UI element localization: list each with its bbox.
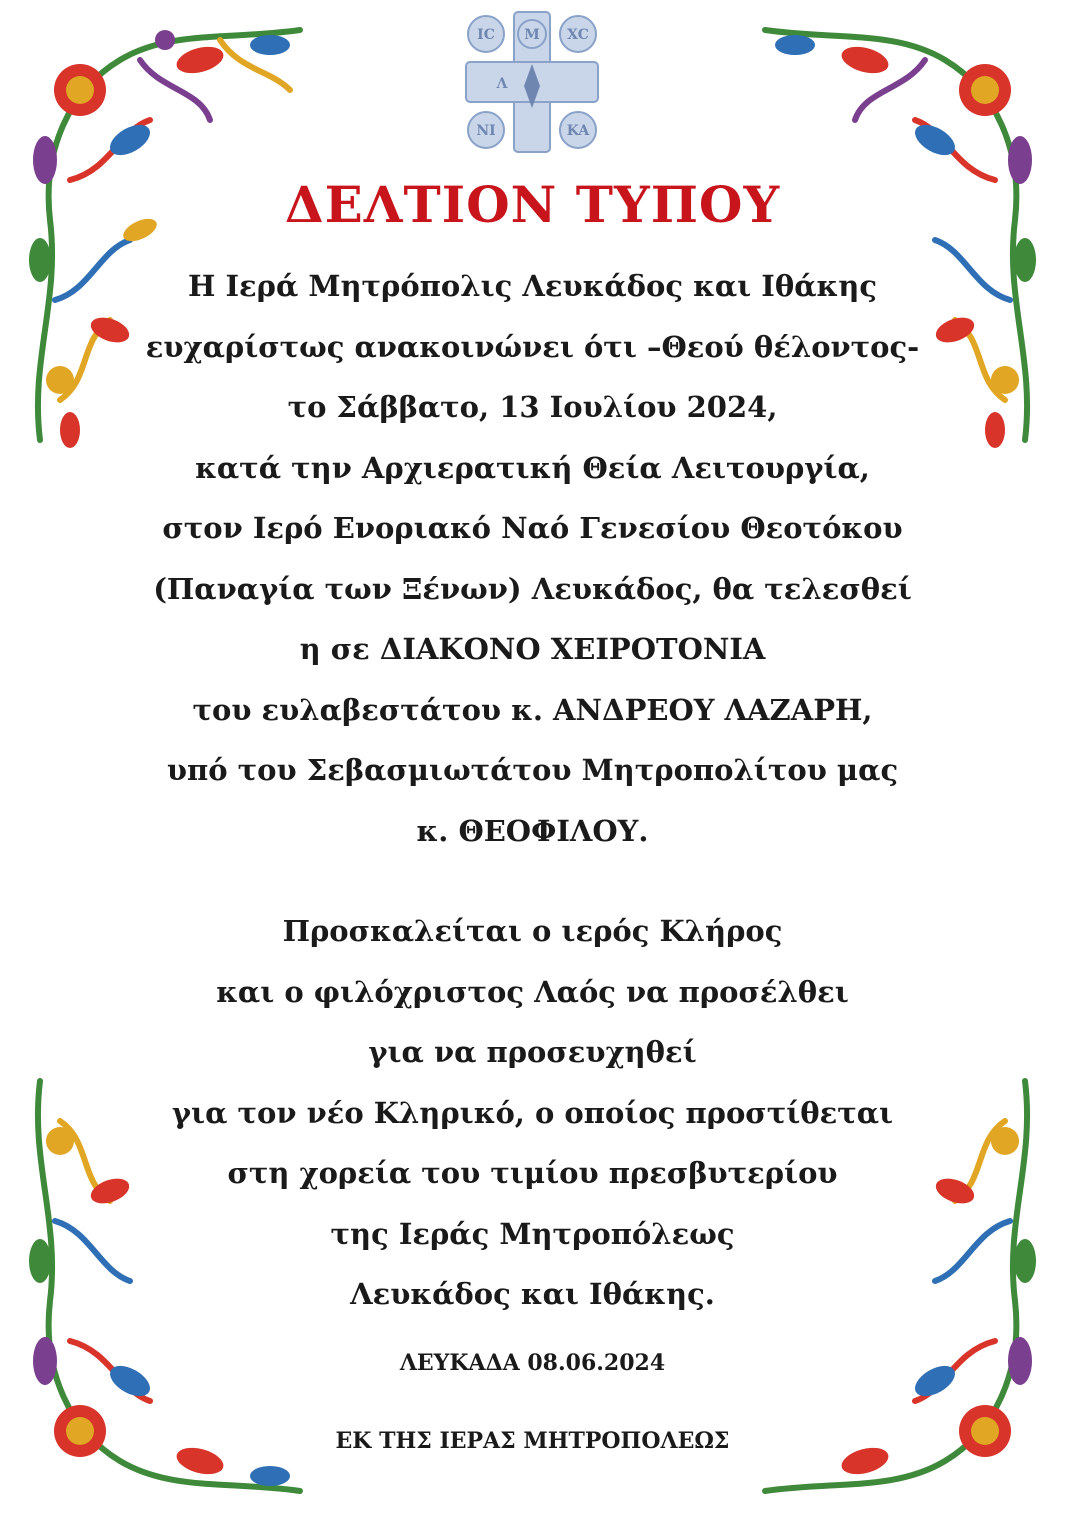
seal-monogram-ic: IC (477, 27, 495, 43)
invitation-line: Προσκαλείται ο ιερός Κλήρος (282, 914, 783, 948)
metropolis-seal-icon (462, 8, 602, 156)
invitation-line: της Ιεράς Μητροπόλεως (330, 1216, 735, 1251)
invitation-line: για τον νέο Κληρικό, ο οποίος προστίθεται (171, 1095, 894, 1130)
invitation-line: για να προσευχηθεί (368, 1035, 697, 1069)
place-date-line: ΛΕΥΚΑΔΑ 08.06.2024 (399, 1350, 666, 1376)
announcement-line: του ευλαβεστάτου κ. ΑΝΔΡΕΟΥ ΛΑΖΑΡΗ, (192, 692, 873, 727)
invitation-line: Λευκάδος και Ιθάκης. (350, 1277, 715, 1311)
press-release-title: ΔΕΛΤΙΟΝ ΤΥΠΟΥ (284, 175, 781, 234)
announcement-line: στον Ιερό Ενοριακό Ναό Γενεσίου Θεοτόκου (162, 511, 903, 545)
announcement-line: το Σάββατο, 13 Ιουλίου 2024, (287, 390, 778, 424)
announcement-body (100, 258, 965, 1327)
seal-monogram-l: Λ (496, 76, 508, 92)
seal-monogram-xc: XC (567, 27, 589, 43)
announcement-line: κ. ΘΕΟΦΙΛΟΥ. (416, 813, 649, 848)
paragraph-gap (100, 863, 965, 903)
announcement-line: ευχαρίστως ανακοινώνει ότι –Θεού θέλοντος- (145, 329, 920, 364)
seal-monogram-ka: KA (566, 123, 590, 139)
announcement-line: κατά την Αρχιερατική Θεία Λειτουργία, (195, 450, 870, 485)
announcement-line: η σε ΔΙΑΚΟΝΟ ΧΕΙΡΟΤΟΝΙΑ (299, 632, 766, 666)
announcement-line: (Παναγία των Ξένων) Λευκάδος, θα τελεσθεί (153, 571, 912, 606)
seal-monogram-m: M (524, 27, 540, 43)
announcement-line: υπό του Σεβασμιωτάτου Μητροπολίτου μας (166, 753, 899, 787)
invitation-line: στη χορεία του τιμίου πρεσβυτερίου (227, 1156, 838, 1190)
signature-line: ΕΚ ΤΗΣ ΙΕΡΑΣ ΜΗΤΡΟΠΟΛΕΩΣ (335, 1428, 730, 1454)
seal-monogram-ni: NI (476, 123, 496, 139)
invitation-line: και ο φιλόχριστος Λαός να προσέλθει (216, 974, 849, 1009)
announcement-line: Η Ιερά Μητρόπολις Λευκάδος και Ιθάκης (187, 269, 878, 303)
